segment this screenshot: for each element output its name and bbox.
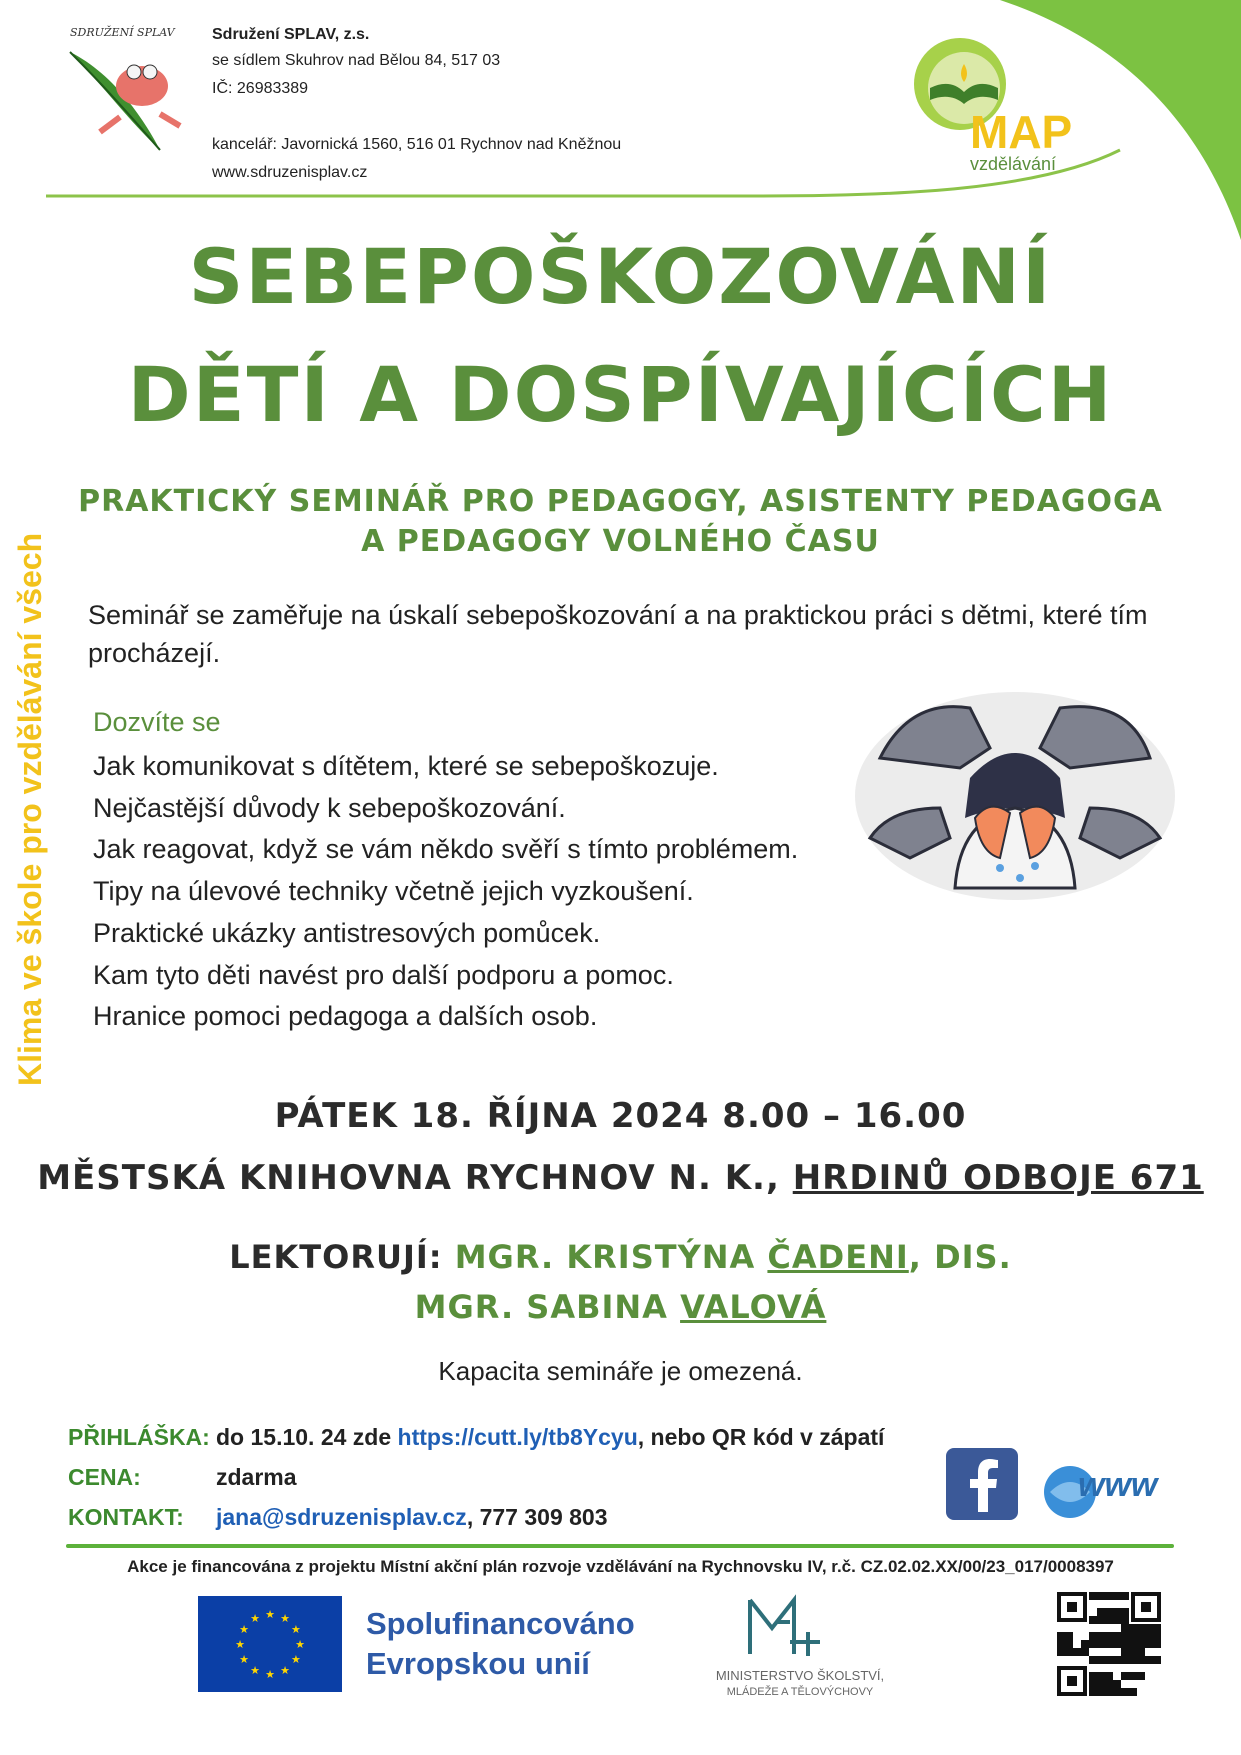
eu-star: ★ <box>250 1664 260 1677</box>
qr-cell <box>1145 1624 1153 1632</box>
footer-divider <box>66 1544 1174 1548</box>
www-globe-icon[interactable] <box>1040 1452 1170 1522</box>
lecturer1-name-a: MGR. KRISTÝNA <box>454 1238 768 1276</box>
map-logo-sub: vzdělávání <box>970 154 1057 174</box>
eu-star: ★ <box>239 1624 249 1636</box>
learn-item: Jak komunikovat s dítětem, které se sebepoškozuje. <box>93 751 719 781</box>
qr-cell <box>1105 1608 1113 1616</box>
qr-cell <box>1129 1672 1137 1680</box>
lecturer1-surname: ČADENI <box>767 1238 909 1276</box>
qr-cell <box>1121 1648 1129 1656</box>
qr-cell <box>1153 1632 1161 1640</box>
funding-note: Akce je financována z projektu Místní akční plán rozvoje vzdělávání na Rychnovsku IV, r.č. CZ.02.02.XX/00/23_017/0008397 <box>127 1557 1114 1576</box>
qr-cell <box>1137 1672 1145 1680</box>
qr-cell <box>1153 1656 1161 1664</box>
registration-qr-note: , nebo QR kód v zápatí <box>637 1424 885 1450</box>
eu-star: ★ <box>291 1654 301 1666</box>
msmt-text-line2: MLÁDEŽE A TĚLOVÝCHOVY <box>726 1686 874 1698</box>
qr-cell <box>1097 1680 1105 1688</box>
qr-cell <box>1105 1680 1113 1688</box>
qr-cell <box>1137 1656 1145 1664</box>
qr-cell <box>1137 1648 1145 1656</box>
qr-cell <box>1081 1648 1089 1656</box>
splav-logo <box>50 22 190 157</box>
event-place-main: MĚSTSKÁ KNIHOVNA RYCHNOV N. K., <box>37 1158 793 1198</box>
side-vertical-text: Klima ve škole pro vzdělávání všech <box>12 532 48 1086</box>
qr-cell <box>1129 1632 1137 1640</box>
qr-cell <box>1129 1648 1137 1656</box>
org-office: kancelář: Javornická 1560, 516 01 Rychnov nad Kněžnou <box>212 136 622 153</box>
lecturers-line2 <box>0 1288 1241 1326</box>
qr-cell <box>1121 1616 1129 1624</box>
qr-cell <box>1057 1640 1065 1648</box>
eu-star: ★ <box>235 1639 245 1651</box>
learn-item: Tipy na úlevové techniky včetně jejich vyzkoušení. <box>93 876 694 907</box>
qr-cell <box>1145 1656 1153 1664</box>
event-place-street: HRDINŮ ODBOJE 671 <box>792 1158 1204 1198</box>
main-title-line1: SEBEPOŠKOZOVÁNÍ <box>188 232 1053 321</box>
qr-cell <box>1097 1656 1105 1664</box>
qr-cell <box>1113 1640 1121 1648</box>
subtitle-line2: A PEDAGOGY VOLNÉHO ČASU <box>361 524 880 559</box>
eu-star: ★ <box>265 1669 275 1681</box>
qr-cell <box>1105 1632 1113 1640</box>
msmt-logo <box>690 1592 910 1702</box>
registration-deadline: do 15.10. 24 zde <box>216 1424 398 1450</box>
eu-cofunded-text <box>366 1604 635 1684</box>
qr-cell <box>1129 1688 1137 1696</box>
contact-email-link[interactable]: jana@sdruzenisplav.cz <box>216 1504 467 1530</box>
qr-cell <box>1113 1656 1121 1664</box>
event-place <box>0 1158 1241 1198</box>
qr-cell <box>1121 1656 1129 1664</box>
qr-cell <box>1129 1640 1137 1648</box>
intro-paragraph: Seminář se zaměřuje na úskalí sebepoškozování a na praktickou práci s dětmi, které tím procházejí. <box>88 600 1148 668</box>
qr-cell <box>1097 1592 1105 1600</box>
learn-item: Praktické ukázky antistresových pomůcek. <box>93 917 601 948</box>
qr-cell <box>1129 1656 1137 1664</box>
map-logo <box>900 36 1090 176</box>
qr-cell <box>1089 1640 1097 1648</box>
qr-cell <box>1089 1592 1097 1600</box>
qr-cell <box>1089 1632 1097 1640</box>
lecturer1-title: , DIS. <box>908 1238 1012 1276</box>
qr-code-icon[interactable] <box>1057 1592 1161 1696</box>
registration-value <box>216 1424 884 1451</box>
qr-cell <box>1121 1688 1129 1696</box>
qr-cell <box>1113 1592 1121 1600</box>
registration-link[interactable]: https://cutt.ly/tb8Ycyu <box>397 1424 638 1450</box>
eu-star: ★ <box>295 1639 305 1651</box>
qr-cell <box>1089 1656 1097 1664</box>
eu-flag-icon <box>198 1596 342 1692</box>
msmt-text-line1: MINISTERSTVO ŠKOLSTVÍ, <box>715 1668 885 1683</box>
qr-cell <box>1121 1624 1129 1632</box>
qr-cell <box>1113 1632 1121 1640</box>
qr-cell <box>1105 1688 1113 1696</box>
qr-cell <box>1105 1592 1113 1600</box>
qr-cell <box>1057 1648 1065 1656</box>
learn-item: Jak reagovat, když se vám někdo svěří s tímto problémem. <box>93 834 799 865</box>
qr-cell <box>1097 1688 1105 1696</box>
qr-cell <box>1113 1608 1121 1616</box>
qr-cell <box>1129 1624 1137 1632</box>
price-label: CENA: <box>68 1464 141 1490</box>
event-date: PÁTEK 18. ŘÍJNA 2024 8.00 – 16.00 <box>274 1096 967 1136</box>
contact-value <box>216 1504 608 1531</box>
qr-cell <box>1113 1680 1121 1688</box>
qr-cell <box>1121 1608 1129 1616</box>
lecturers-line1 <box>0 1238 1241 1276</box>
learn-heading: Dozvíte se <box>93 707 221 737</box>
org-name: Sdružení SPLAV, z.s. <box>212 26 370 43</box>
qr-cell <box>1121 1592 1129 1600</box>
contact-label: KONTAKT: <box>68 1504 184 1530</box>
eu-star: ★ <box>280 1613 290 1626</box>
contact-phone: , 777 309 803 <box>466 1504 608 1530</box>
org-seat: se sídlem Skuhrov nad Bělou 84, 517 03 <box>212 52 501 69</box>
qr-cell <box>1105 1640 1113 1648</box>
lecturers-label: LEKTORUJÍ: <box>229 1238 455 1276</box>
qr-cell <box>1081 1640 1089 1648</box>
qr-cell <box>1145 1632 1153 1640</box>
qr-cell <box>1089 1688 1097 1696</box>
learn-item: Hranice pomoci pedagoga a dalších osob. <box>93 1001 598 1032</box>
qr-cell <box>1089 1680 1097 1688</box>
splav-logo-text: SDRUŽENÍ SPLAV <box>70 26 175 39</box>
lecturer2-name-a: MGR. SABINA <box>414 1288 681 1326</box>
www-text: www <box>1078 1466 1158 1504</box>
qr-cell <box>1065 1648 1073 1656</box>
qr-cell <box>1097 1640 1105 1648</box>
org-ic: IČ: 26983389 <box>212 80 309 97</box>
qr-cell <box>1057 1632 1065 1640</box>
eu-star: ★ <box>280 1664 290 1677</box>
qr-cell <box>1121 1632 1129 1640</box>
learn-item: Nejčastější důvody k sebepoškozování. <box>93 792 566 823</box>
qr-cell <box>1153 1624 1161 1632</box>
qr-cell <box>1113 1616 1121 1624</box>
qr-cell <box>1073 1648 1081 1656</box>
qr-cell <box>1065 1640 1073 1648</box>
eu-star: ★ <box>265 1609 275 1621</box>
crying-child-illustration <box>850 688 1180 903</box>
qr-cell <box>1137 1624 1145 1632</box>
lecturer2-surname: VALOVÁ <box>680 1288 827 1326</box>
eu-text-line1: Spolufinancováno <box>366 1606 635 1641</box>
qr-cell <box>1137 1640 1145 1648</box>
price-value: zdarma <box>216 1464 297 1490</box>
qr-cell <box>1097 1616 1105 1624</box>
eu-text-line2: Evropskou unií <box>366 1646 590 1681</box>
learn-list <box>93 746 798 1038</box>
qr-cell <box>1121 1640 1129 1648</box>
org-web[interactable]: www.sdruzenisplav.cz <box>212 164 368 181</box>
learn-item: Kam tyto děti navést pro další podporu a pomoc. <box>93 959 674 990</box>
qr-cell <box>1089 1616 1097 1624</box>
facebook-icon[interactable] <box>944 1446 1020 1522</box>
map-logo-title: MAP <box>970 106 1073 158</box>
qr-cell <box>1145 1640 1153 1648</box>
registration-label: PŘIHLÁŠKA: <box>68 1424 210 1450</box>
eu-star: ★ <box>239 1654 249 1666</box>
qr-cell <box>1153 1640 1161 1648</box>
qr-cell <box>1097 1632 1105 1640</box>
eu-star: ★ <box>250 1613 260 1626</box>
qr-cell <box>1137 1632 1145 1640</box>
main-title-line2: DĚTÍ A DOSPÍVAJÍCÍCH <box>127 350 1114 439</box>
capacity-note: Kapacita semináře je omezená. <box>438 1356 803 1386</box>
qr-cell <box>1097 1608 1105 1616</box>
qr-cell <box>1121 1672 1129 1680</box>
qr-cell <box>1105 1672 1113 1680</box>
qr-cell <box>1105 1616 1113 1624</box>
qr-cell <box>1113 1688 1121 1696</box>
qr-cell <box>1105 1656 1113 1664</box>
qr-cell <box>1097 1672 1105 1680</box>
qr-cell <box>1089 1672 1097 1680</box>
qr-cell <box>1065 1632 1073 1640</box>
subtitle-line1: PRAKTICKÝ SEMINÁŘ PRO PEDAGOGY, ASISTENTY PEDAGOGA <box>78 484 1163 519</box>
eu-star: ★ <box>291 1624 301 1636</box>
